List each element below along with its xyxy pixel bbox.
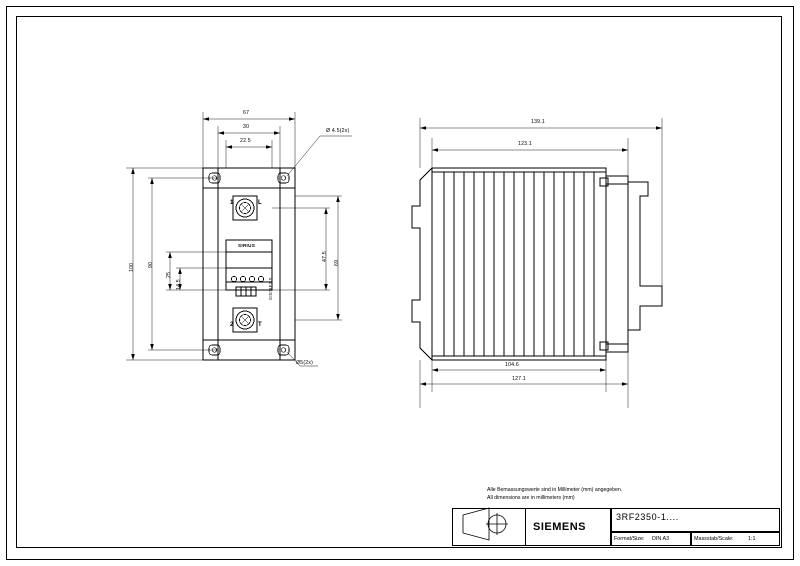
terminal-mark-l: L <box>258 200 262 206</box>
dim-depth-139-1: 139.1 <box>531 119 545 125</box>
dim-hole-diameter-bottom: Ø5(2x) <box>296 360 314 366</box>
dim-depth-123-1: 123.1 <box>518 141 532 147</box>
dim-height-90: 90 <box>148 261 154 268</box>
terminal-label-2: 2 <box>230 322 234 328</box>
dim-height-25: 25 <box>166 271 172 278</box>
dim-width-30: 30 <box>243 124 250 130</box>
siemens-logo: SIEMENS <box>533 521 587 533</box>
dim-height-14-5: 14.5 <box>176 279 182 290</box>
dim-height-47-5: 47.5 <box>322 251 328 262</box>
dim-depth-104-6: 104.6 <box>505 362 519 368</box>
dim-width-22-5: 22.5 <box>240 138 251 144</box>
dim-depth-127-1: 127.1 <box>512 376 526 382</box>
dim-width-67: 67 <box>243 110 250 116</box>
device-brand-plate-sirius: SIRIUS <box>238 243 256 248</box>
note-dimensions-en: All dimensions are in millimeters (mm) <box>487 495 575 501</box>
dim-height-69: 69 <box>334 259 340 266</box>
device-brand-plate-siemens: SIEMENS <box>268 276 273 300</box>
dim-hole-diameter-top: Ø 4.5(2x) <box>326 128 350 134</box>
scale-value: 1:1 <box>748 536 756 542</box>
note-dimensions-de: Alle Bemassungswerte sind in Millimeter (mm) angegeben. <box>487 487 623 493</box>
format-label: Format/Size: <box>614 536 645 542</box>
format-value: DIN A3 <box>652 536 670 542</box>
terminal-mark-t: T <box>258 322 262 328</box>
part-number: 3RF2350-1.... <box>616 512 679 522</box>
dim-height-100: 100 <box>129 262 135 272</box>
scale-label: Massstab/Scale: <box>694 536 734 542</box>
terminal-label-1: 1 <box>230 200 234 206</box>
